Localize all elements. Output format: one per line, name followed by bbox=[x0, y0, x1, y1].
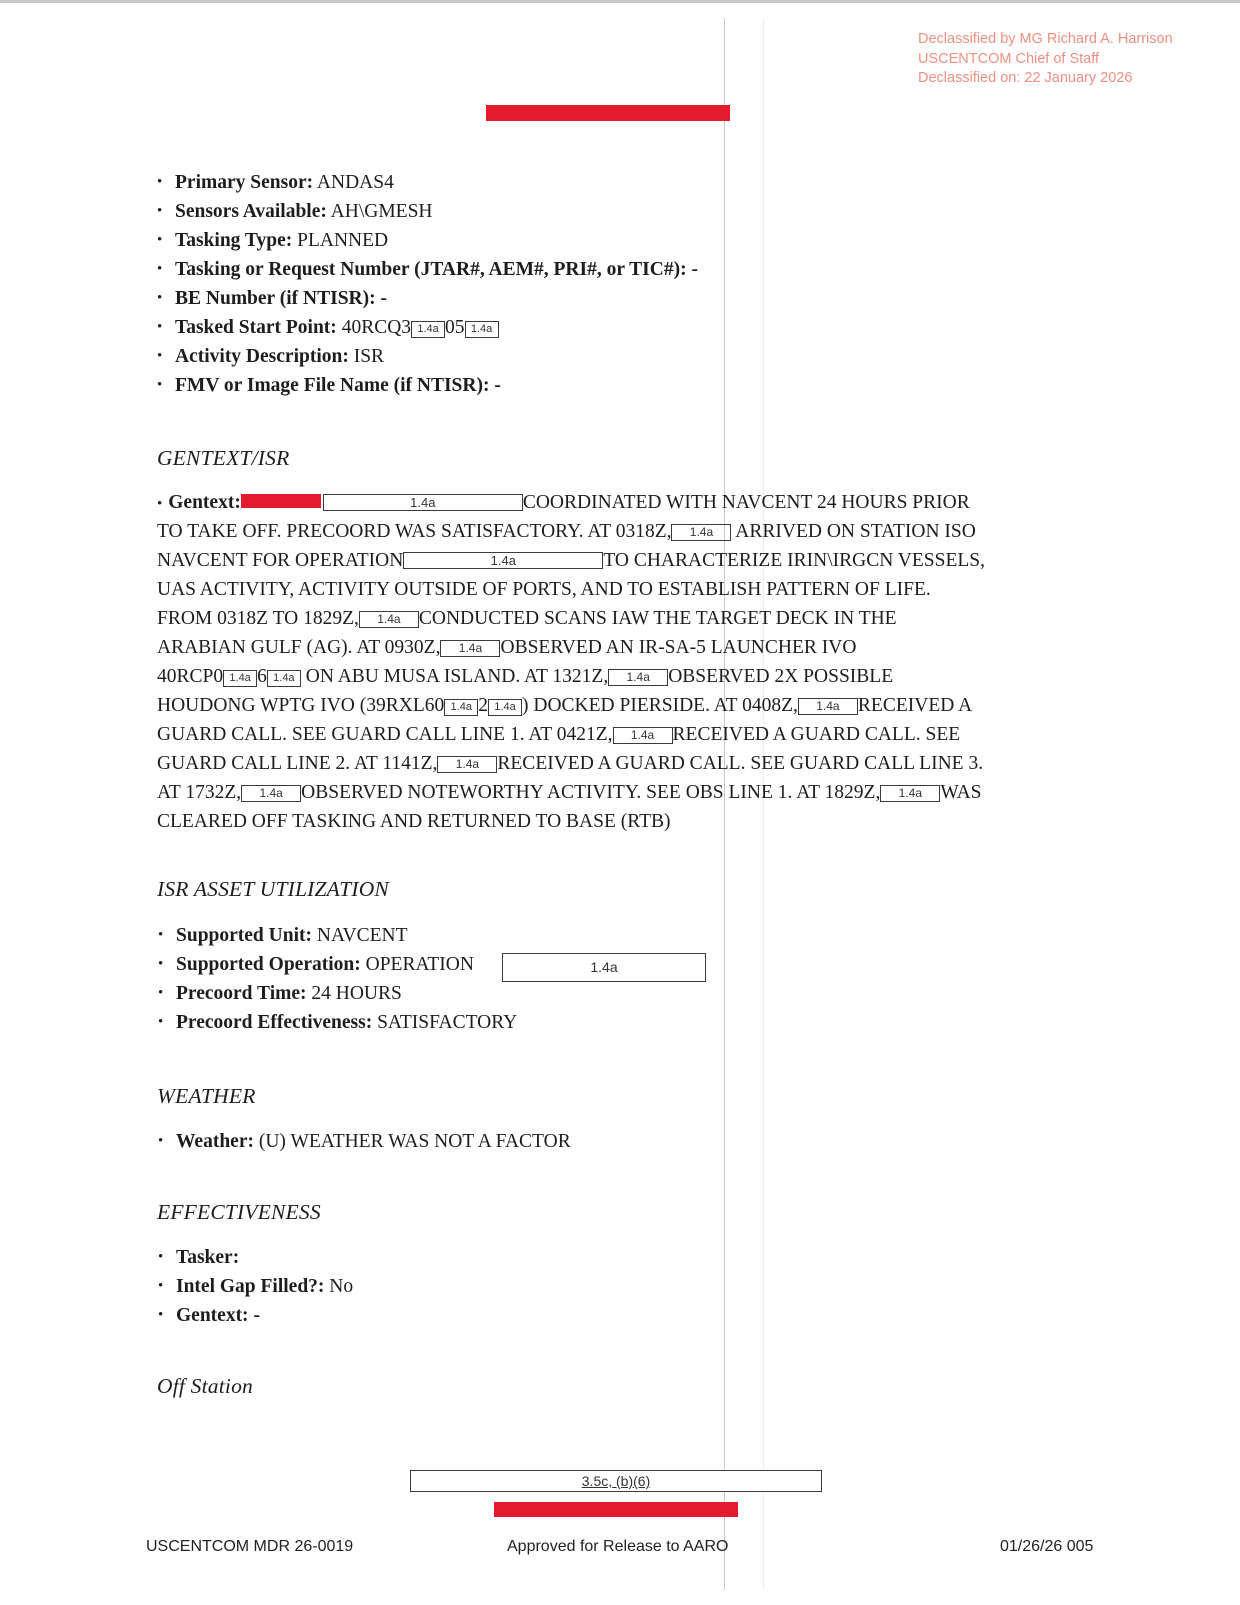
field-supported-operation: • Supported Operation: OPERATION bbox=[158, 950, 517, 979]
effectiveness-fields bbox=[158, 1243, 353, 1330]
field-tasking-request-number: • Tasking or Request Number (JTAR#, AEM#, PRI#, or TIC#): - bbox=[157, 255, 698, 284]
field-tasker: • Tasker: bbox=[158, 1243, 353, 1272]
redaction-box: 1.4a bbox=[608, 669, 668, 686]
redaction-box: 1.4a bbox=[613, 727, 673, 744]
heading-effectiveness: EFFECTIVENESS bbox=[157, 1200, 321, 1224]
redaction-box: 1.4a bbox=[444, 699, 478, 716]
field-sensors-available: • Sensors Available: AH\GMESH bbox=[157, 197, 698, 226]
redaction-box: 1.4a bbox=[223, 670, 257, 687]
field-effectiveness-gentext: • Gentext: - bbox=[158, 1301, 353, 1330]
gentext-line: AT 1732Z, 1.4a OBSERVED NOTEWORTHY ACTIVITY. SEE OBS LINE 1. AT 1829Z, 1.4a WAS bbox=[157, 782, 982, 803]
field-tasking-type: • Tasking Type: PLANNED bbox=[157, 226, 698, 255]
scan-edge bbox=[0, 0, 1240, 3]
field-supported-unit: • Supported Unit: NAVCENT bbox=[158, 921, 517, 950]
field-activity-description: • Activity Description: ISR bbox=[157, 342, 698, 371]
redaction-box: 1.4a bbox=[241, 785, 301, 802]
field-be-number: • BE Number (if NTISR): - bbox=[157, 284, 698, 313]
redaction-box: 1.4a bbox=[440, 640, 500, 657]
footer-case-number: USCENTCOM MDR 26-0019 bbox=[146, 1538, 354, 1555]
field-tasked-start-point: • Tasked Start Point: 40RCQ3 1.4a 05 1.4a bbox=[157, 313, 698, 342]
field-intel-gap-filled: • Intel Gap Filled?: No bbox=[158, 1272, 353, 1301]
redaction-box: 1.4a bbox=[359, 611, 419, 628]
classification-redaction-bar-bottom bbox=[494, 1502, 738, 1517]
redaction-box: 1.4a bbox=[411, 321, 445, 338]
field-precoord-effectiveness: • Precoord Effectiveness: SATISFACTORY bbox=[158, 1008, 517, 1037]
gentext-line: GUARD CALL. SEE GUARD CALL LINE 1. AT 0421Z, 1.4a RECEIVED A GUARD CALL. SEE bbox=[157, 724, 961, 745]
gentext-line: HOUDONG WPTG IVO (39RXL60 1.4a 2 1.4a ) DOCKED PIERSIDE. AT 0408Z, 1.4a RECEIVED A bbox=[157, 695, 973, 716]
gentext-paragraph bbox=[157, 488, 1067, 836]
gentext-line: CLEARED OFF TASKING AND RETURNED TO BASE (RTB) bbox=[157, 811, 671, 832]
field-weather: • Weather: (U) WEATHER WAS NOT A FACTOR bbox=[158, 1127, 571, 1156]
redaction-box: 1.4a bbox=[465, 321, 499, 338]
redaction-box: 1.4a bbox=[267, 670, 301, 687]
redaction-box: 1.4a bbox=[323, 494, 523, 511]
gentext-line: TO TAKE OFF. PRECOORD WAS SATISFACTORY. AT 0318Z, 1.4a ARRIVED ON STATION ISO bbox=[157, 521, 976, 542]
gentext-line: 40RCP0 1.4a 6 1.4a ON ABU MUSA ISLAND. AT 1321Z, 1.4a OBSERVED 2X POSSIBLE bbox=[157, 666, 894, 687]
red-redaction-mark bbox=[241, 494, 321, 508]
heading-off-station: Off Station bbox=[157, 1374, 253, 1398]
declass-line-1: Declassified by MG Richard A. Harrison bbox=[918, 31, 1173, 47]
declass-line-2: USCENTCOM Chief of Staff bbox=[918, 50, 1100, 67]
redaction-box: 1.4a bbox=[403, 552, 603, 569]
footer-release-note: Approved for Release to AARO bbox=[507, 1538, 729, 1555]
mission-fields bbox=[157, 168, 698, 400]
field-precoord-time: • Precoord Time: 24 HOURS bbox=[158, 979, 517, 1008]
weather-fields bbox=[158, 1127, 571, 1156]
redaction-box: 1.4a bbox=[880, 785, 940, 802]
classification-redaction-bar bbox=[486, 105, 730, 121]
gentext-line: • Gentext: 1.4a COORDINATED WITH NAVCENT 24 HOURS PRIOR bbox=[157, 492, 970, 513]
gentext-line: ARABIAN GULF (AG). AT 0930Z, 1.4a OBSERVED AN IR-SA-5 LAUNCHER IVO bbox=[157, 637, 857, 658]
heading-weather: WEATHER bbox=[157, 1084, 256, 1108]
redaction-box: 1.4a bbox=[798, 698, 858, 715]
gentext-line: NAVCENT FOR OPERATION 1.4a TO CHARACTERIZE IRIN\IRGCN VESSELS, bbox=[157, 550, 986, 571]
footer-page-id: 01/26/26 005 bbox=[1000, 1538, 1094, 1555]
declass-line-3: Declassified on: 22 January 2026 bbox=[918, 70, 1133, 86]
redaction-box-operation: 1.4a bbox=[502, 953, 706, 982]
gentext-line: GUARD CALL LINE 2. AT 1141Z, 1.4a RECEIVED A GUARD CALL. SEE GUARD CALL LINE 3. bbox=[157, 753, 984, 774]
declassification-stamp bbox=[918, 30, 1173, 89]
redaction-box: 1.4a bbox=[671, 524, 731, 541]
field-fmv-file-name: • FMV or Image File Name (if NTISR): - bbox=[157, 371, 698, 400]
gentext-line: UAS ACTIVITY, ACTIVITY OUTSIDE OF PORTS, AND TO ESTABLISH PATTERN OF LIFE. bbox=[157, 579, 931, 600]
heading-isr-asset-utilization: ISR ASSET UTILIZATION bbox=[157, 877, 389, 901]
field-primary-sensor: • Primary Sensor: ANDAS4 bbox=[157, 168, 698, 197]
redaction-box: 1.4a bbox=[437, 756, 497, 773]
gentext-line: FROM 0318Z TO 1829Z, 1.4a CONDUCTED SCANS IAW THE TARGET DECK IN THE bbox=[157, 608, 897, 629]
heading-gentext-isr: GENTEXT/ISR bbox=[157, 446, 290, 470]
redaction-box-classification-authority: 3.5c, (b)(6) bbox=[410, 1470, 822, 1492]
redaction-box: 1.4a bbox=[488, 699, 522, 716]
isr-asset-fields bbox=[158, 921, 517, 1037]
